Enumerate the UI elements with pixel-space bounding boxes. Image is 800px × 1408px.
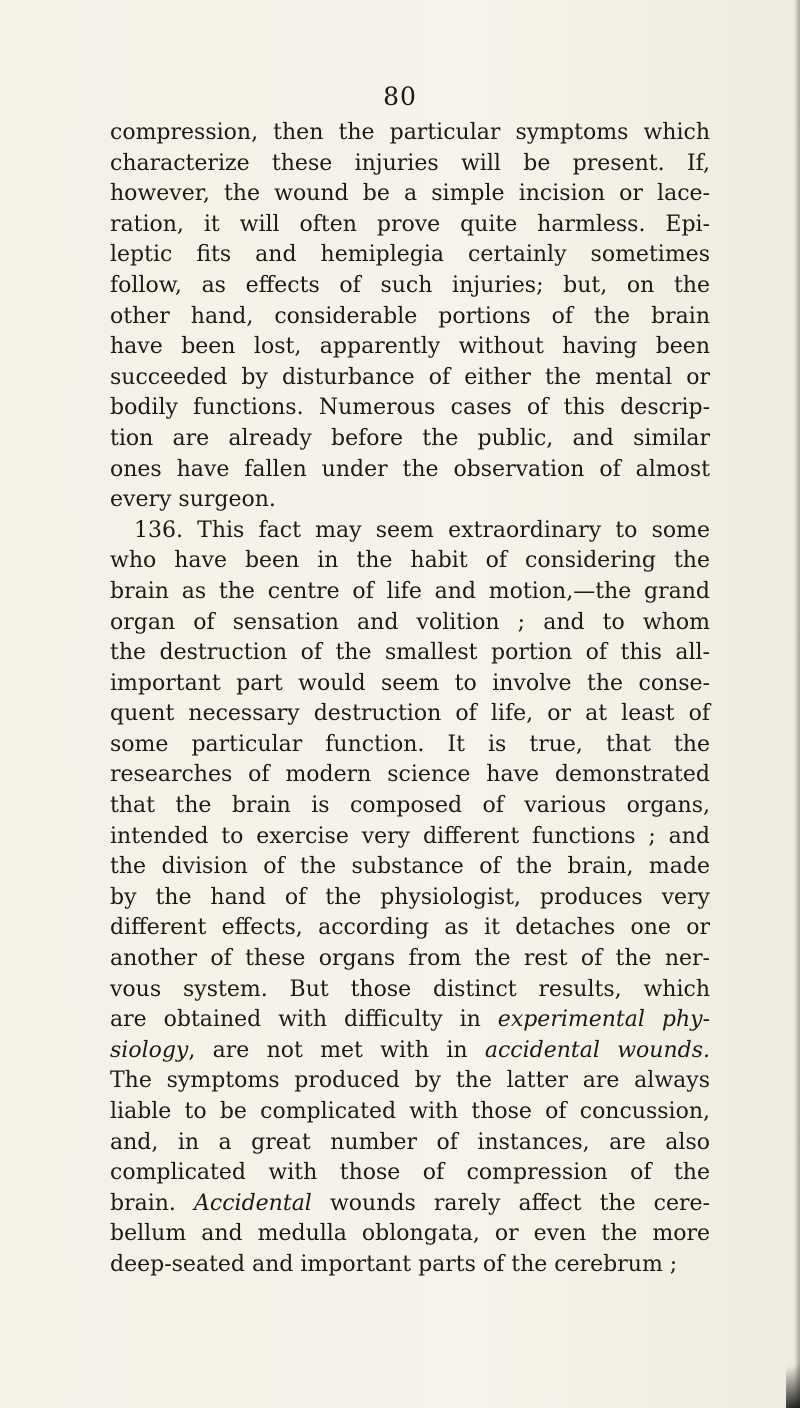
text-segment: different effects, according as it detaches one or xyxy=(110,915,710,941)
text-line xyxy=(110,1066,710,1097)
text-line xyxy=(110,455,710,486)
text-line xyxy=(110,1158,710,1189)
text-line xyxy=(110,699,710,730)
text-segment: succeeded by disturbance of either the mental or xyxy=(110,364,710,390)
text-line xyxy=(110,179,710,210)
text-line xyxy=(110,1128,710,1159)
text-line xyxy=(110,1036,710,1067)
text-segment: compression, then the particular symptoms which xyxy=(110,120,710,145)
text-line xyxy=(110,363,710,394)
text-line xyxy=(110,791,710,822)
page-number: 80 xyxy=(383,82,417,111)
text-line xyxy=(110,240,710,271)
text-line xyxy=(110,975,710,1006)
text-segment: leptic fits and hemiplegia certainly sometimes xyxy=(110,242,710,268)
text-segment: important part would seem to involve the conse- xyxy=(110,670,710,696)
text-segment: quent necessary destruction of life, or at least of xyxy=(110,701,710,727)
text-segment: ones have fallen under the observation of almost xyxy=(110,456,710,482)
text-segment: The symptoms produced by the latter are always xyxy=(110,1068,710,1094)
body-text xyxy=(110,118,710,1281)
text-segment: have been lost, apparently without having been xyxy=(110,334,710,360)
text-line xyxy=(110,546,710,577)
text-segment: who have been in the habit of considering the xyxy=(110,548,710,574)
text-line xyxy=(110,608,710,639)
text-line xyxy=(110,852,710,883)
text-line xyxy=(110,760,710,791)
text-segment: bellum and medulla oblongata, or even the more xyxy=(110,1221,710,1247)
text-line xyxy=(110,271,710,302)
text-segment: however, the wound be a simple incision or lace- xyxy=(110,181,710,207)
text-line xyxy=(110,332,710,363)
text-line xyxy=(110,393,710,424)
text-segment: follow, as effects of such injuries; but, on the xyxy=(110,272,710,298)
text-line xyxy=(110,730,710,761)
page-edge-shadow xyxy=(794,0,800,1408)
text-line xyxy=(110,1250,710,1281)
text-line xyxy=(110,149,710,180)
text-segment: intended to exercise very different functions ; and xyxy=(110,823,710,849)
italic-text: Accidental xyxy=(194,1190,312,1216)
text-segment: bodily functions. Numerous cases of this descrip- xyxy=(110,395,710,421)
text-segment: vous system. But those distinct results, which xyxy=(110,976,710,1002)
text-segment: 136. This fact may seem extraordinary to some xyxy=(134,517,710,543)
text-line xyxy=(110,302,710,333)
text-segment: brain as the centre of life and motion,—the grand xyxy=(110,578,710,604)
text-line xyxy=(110,638,710,669)
text-segment: deep-seated and important parts of the cerebrum ; xyxy=(110,1251,678,1277)
text-segment: brain. xyxy=(110,1190,195,1216)
text-segment: the division of the substance of the brain, made xyxy=(110,854,710,880)
text-line xyxy=(110,1097,710,1128)
text-segment: researches of modern science have demonstrated xyxy=(110,762,710,788)
text-line xyxy=(110,1219,710,1250)
text-segment: organ of sensation and volition ; and to whom xyxy=(110,609,710,635)
text-segment: wounds rarely affect the cere- xyxy=(311,1190,710,1216)
text-segment: liable to be complicated with those of concussion, xyxy=(110,1099,710,1124)
text-line xyxy=(110,1005,710,1036)
text-line xyxy=(110,210,710,241)
text-segment: ration, it will often prove quite harmless. Epi- xyxy=(110,211,710,237)
text-segment: the destruction of the smallest portion of this all- xyxy=(110,640,710,666)
text-line xyxy=(110,516,710,547)
text-segment: that the brain is composed of various organs, xyxy=(110,793,710,819)
text-segment: every surgeon. xyxy=(110,487,276,513)
page-corner-shadow xyxy=(786,1348,800,1408)
text-line xyxy=(110,424,710,455)
text-line xyxy=(110,485,710,516)
text-segment: by the hand of the physiologist, produces very xyxy=(110,884,710,910)
text-line xyxy=(110,669,710,700)
text-line xyxy=(110,944,710,975)
text-segment: complicated with those of compression of the xyxy=(110,1160,710,1186)
italic-text: experimental phy- xyxy=(497,1007,711,1033)
italic-text: accidental wounds. xyxy=(484,1037,710,1063)
text-segment: , are not met with in xyxy=(188,1037,485,1063)
text-segment: some particular function. It is true, that the xyxy=(110,731,710,757)
text-line xyxy=(110,1189,710,1220)
text-segment: other hand, considerable portions of the brain xyxy=(110,303,710,329)
text-segment: tion are already before the public, and similar xyxy=(110,425,710,451)
text-segment: another of these organs from the rest of the ner- xyxy=(110,946,710,972)
text-line xyxy=(110,913,710,944)
text-line xyxy=(110,118,710,149)
text-line xyxy=(110,577,710,608)
italic-text: siology xyxy=(110,1037,189,1063)
text-segment: and, in a great number of instances, are also xyxy=(110,1129,710,1155)
text-segment: are obtained with difficulty in xyxy=(110,1007,498,1033)
text-line xyxy=(110,883,710,914)
text-line xyxy=(110,822,710,853)
text-segment: characterize these injuries will be present. If, xyxy=(110,150,710,176)
